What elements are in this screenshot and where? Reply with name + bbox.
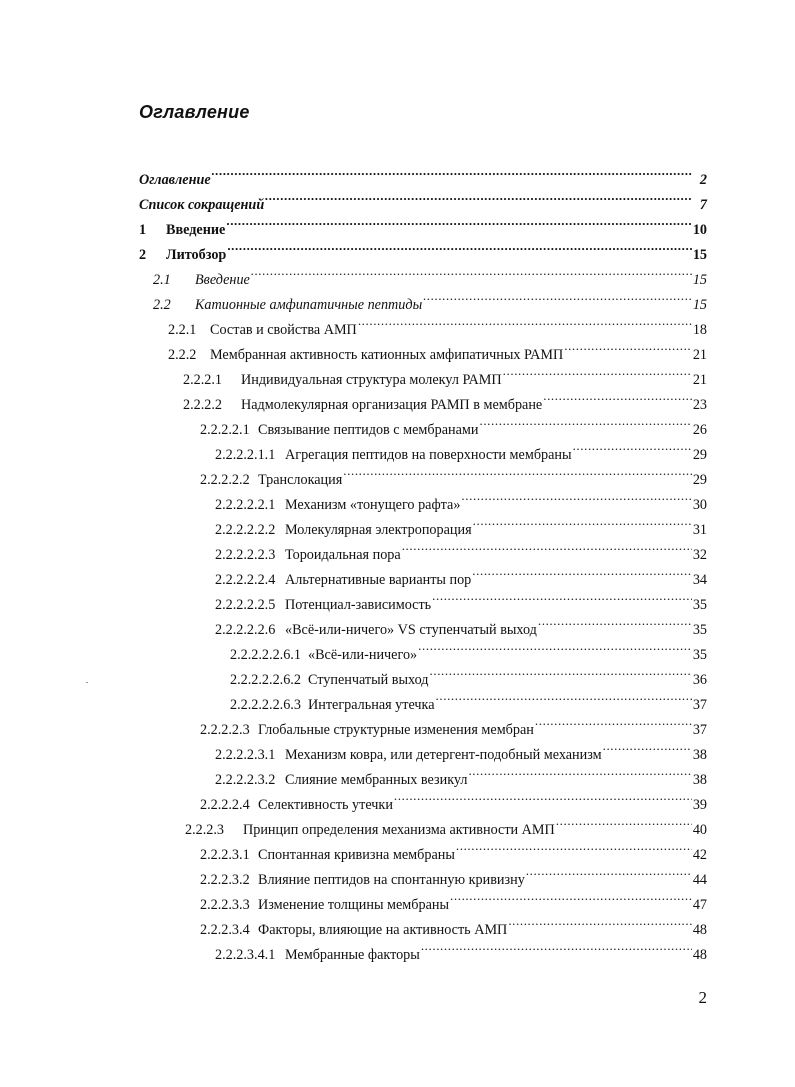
toc-entry-number: 2.2.2.1 [183,372,223,388]
toc-entry-number: 2.2.2.2.2 [200,472,250,488]
toc-entry-number: 2.2.2.2 [183,397,223,413]
toc-entry-title: «Всё-или-ничего» VS ступенчатый выход [285,622,537,638]
toc-leader [503,364,692,384]
toc-entry-number: 2.2.2.2.3.2 [215,772,276,788]
toc-leader [564,339,692,359]
toc-entry-page: 21 [692,372,707,388]
toc-entry-number: 2.2.2 [168,347,197,363]
toc-entry-title: Интегральная утечка [308,697,435,713]
toc-entry[interactable] [153,264,707,288]
toc-entry[interactable] [215,614,707,638]
toc-entry-number: 2.2.2.2.2.6.3 [230,697,301,713]
toc-entry[interactable] [200,864,707,888]
toc-entry[interactable] [200,839,707,863]
toc-leader [430,664,692,684]
toc-entry[interactable] [215,739,707,763]
toc-entry[interactable] [215,589,707,613]
toc-entry-page: 47 [692,897,707,913]
toc-entry-title: Литобзор [166,247,227,263]
toc-entry-title: Мембранная активность катионных амфипатичных РАМП [210,347,564,363]
toc-entry-number: 2.2.2.2.2.6.2 [230,672,301,688]
toc-entry-title: Слияние мембранных везикул [285,772,468,788]
toc-entry[interactable] [215,539,707,563]
toc-entry[interactable] [139,189,707,213]
toc-entry-title: Факторы, влияющие на активность АМП [258,922,508,938]
toc-leader [472,564,692,584]
toc-leader [432,589,692,609]
toc-entry-title: Селективность утечки [258,797,393,813]
toc-entry[interactable] [200,714,707,738]
toc-entry-number: 2.2.2.3.3 [200,897,250,913]
toc-entry-page: 48 [692,947,707,963]
toc-entry-title: Связывание пептидов с мембранами [258,422,479,438]
toc-entry-number: 2.2.2.2.2.6.1 [230,647,301,663]
toc-entry[interactable] [183,364,707,388]
page-heading: Оглавление [139,102,250,122]
toc-entry[interactable] [200,464,707,488]
toc-leader [556,814,692,834]
toc-entry-number: 2.2.2.2.2.2 [215,522,276,538]
toc-entry-number: 2.2.2.2.2.3 [215,547,276,563]
toc-leader [251,264,692,284]
toc-entry[interactable] [200,789,707,813]
toc-entry-title: Агрегация пептидов на поверхности мембраны [285,447,572,463]
toc-entry-page: 26 [692,422,707,438]
toc-entry-page: 36 [692,672,707,688]
toc-entry-title: Принцип определения механизма активности АМП [243,822,555,838]
toc-entry-title: Индивидуальная структура молекул РАМП [241,372,502,388]
toc-leader [508,914,692,934]
toc-entry-page: 37 [692,722,707,738]
toc-entry[interactable] [215,939,707,963]
toc-entry-number: 2.1 [153,272,171,288]
toc-entry-page: 32 [692,547,707,563]
toc-entry-number: 2.2.2.3.4 [200,922,250,938]
toc-entry-title: Потенциал-зависимость [285,597,432,613]
toc-entry[interactable] [200,414,707,438]
toc-entry[interactable] [215,564,707,588]
toc-entry-title: Влияние пептидов на спонтанную кривизну [258,872,525,888]
toc-entry-page: 38 [692,772,707,788]
toc-entry-page: 10 [692,222,707,238]
scan-speck [86,682,88,683]
toc-entry-title: Надмолекулярная организация РАМП в мембране [241,397,543,413]
toc-entry-page: 18 [692,322,707,338]
toc-leader [468,764,691,784]
toc-leader [421,939,692,959]
toc-entry-number: 2 [139,247,147,263]
toc-entry-page: 35 [692,647,707,663]
toc-entry-title: Альтернативные варианты пор [285,572,472,588]
toc-entry-title: Механизм ковра, или детергент-подобный механизм [285,747,602,763]
toc-entry[interactable] [215,489,707,513]
toc-entry-page: 35 [692,622,707,638]
toc-entry-title: Введение [195,272,250,288]
toc-entry-number: 2.2.2.3.4.1 [215,947,276,963]
toc-entry-title: Спонтанная кривизна мембраны [258,847,455,863]
toc-entry-page: 31 [692,522,707,538]
toc-entry-title: Молекулярная электропорация [285,522,472,538]
toc-entry-page: 15 [692,272,707,288]
toc-leader [603,739,692,759]
toc-leader [461,489,691,509]
toc-entry-title: Мембранные факторы [285,947,420,963]
toc-entry-page: 15 [692,297,707,313]
toc-entry-page: 21 [692,347,707,363]
toc-leader [226,214,691,234]
toc-entry-title: Механизм «тонущего рафта» [285,497,461,513]
toc-leader [394,789,692,809]
toc-entry-page: 29 [692,472,707,488]
toc-entry[interactable] [230,639,707,663]
toc-leader [535,714,692,734]
toc-entry-title: Транслокация [258,472,343,488]
toc-entry-page: 23 [692,397,707,413]
toc-entry[interactable] [200,914,707,938]
toc-leader [573,439,692,459]
toc-entry-number: 2.2.2.2.2.6 [215,622,276,638]
toc-leader [456,839,692,859]
toc-entry-number: 1 [139,222,147,238]
toc-leader [265,189,692,209]
toc-entry-number: 2.2.2.3.2 [200,872,250,888]
toc-entry-number: 2.2.2.2.2.5 [215,597,276,613]
toc-entry-title: Изменение толщины мембраны [258,897,450,913]
toc-leader [227,239,691,259]
toc-entry[interactable] [139,164,707,188]
toc-entry-title: Глобальные структурные изменения мембран [258,722,534,738]
toc-leader [473,514,692,534]
toc-entry[interactable] [215,764,707,788]
toc-entry-number: 2.2.2.2.1.1 [215,447,276,463]
toc-leader [423,289,692,309]
toc-leader [343,464,692,484]
toc-entry-title: Ступенчатый выход [308,672,429,688]
toc-entry-page: 2 [699,172,707,188]
toc-entry[interactable] [168,339,707,363]
toc-entry[interactable] [215,514,707,538]
toc-entry-page: 38 [692,747,707,763]
toc-leader [436,689,692,709]
toc-entry[interactable] [185,814,707,838]
page-number: 2 [698,988,707,1007]
toc-entry-title: Оглавление [139,172,211,188]
toc-entry-title: Введение [166,222,226,238]
toc-leader [526,864,692,884]
toc-entry-number: 2.2.2.3 [185,822,225,838]
toc-entry[interactable] [153,289,707,313]
toc-leader [212,164,692,184]
toc-entry-title: Катионные амфипатичные пептиды [195,297,423,313]
toc-entry-number: 2.2.2.2.4 [200,797,250,813]
toc-leader [450,889,692,909]
toc-entry-page: 29 [692,447,707,463]
toc-entry-number: 2.2.2.2.2.4 [215,572,276,588]
toc-entry-number: 2.2.2.2.1 [200,422,250,438]
toc-entry-page: 30 [692,497,707,513]
toc-entry-number: 2.2.2.3.1 [200,847,250,863]
toc-entry-number: 2.2.2.2.3 [200,722,250,738]
toc-entry-page: 42 [692,847,707,863]
toc-entry-number: 2.2.2.2.3.1 [215,747,276,763]
toc-entry-number: 2.2 [153,297,171,313]
toc-entry-page: 40 [692,822,707,838]
toc-entry-number: 2.2.1 [168,322,197,338]
toc-entry-title: Тороидальная пора [285,547,401,563]
toc-leader [402,539,692,559]
toc-entry-page: 35 [692,597,707,613]
toc-entry[interactable] [139,214,707,238]
toc-entry-page: 37 [692,697,707,713]
toc-leader [479,414,691,434]
toc-entry[interactable] [230,689,707,713]
toc-entry-title: Список сокращений [139,197,265,213]
toc-entry-title: «Всё-или-ничего» [308,647,418,663]
toc-entry[interactable] [168,314,707,338]
toc-entry-page: 48 [692,922,707,938]
toc-leader [418,639,692,659]
toc-entry-page: 34 [692,572,707,588]
toc-entry-title: Состав и свойства АМП [210,322,357,338]
toc-entry-page: 7 [699,197,707,213]
toc-entry-page: 39 [692,797,707,813]
toc-leader [543,389,692,409]
toc-entry[interactable] [139,239,707,263]
toc-entry[interactable] [183,389,707,413]
toc-entry[interactable] [200,889,707,913]
toc-leader [358,314,692,334]
toc-entry-page: 15 [692,247,707,263]
toc-entry[interactable] [215,439,707,463]
toc-leader [538,614,692,634]
toc-entry[interactable] [230,664,707,688]
toc-entry-number: 2.2.2.2.2.1 [215,497,276,513]
toc-entry-page: 44 [692,872,707,888]
